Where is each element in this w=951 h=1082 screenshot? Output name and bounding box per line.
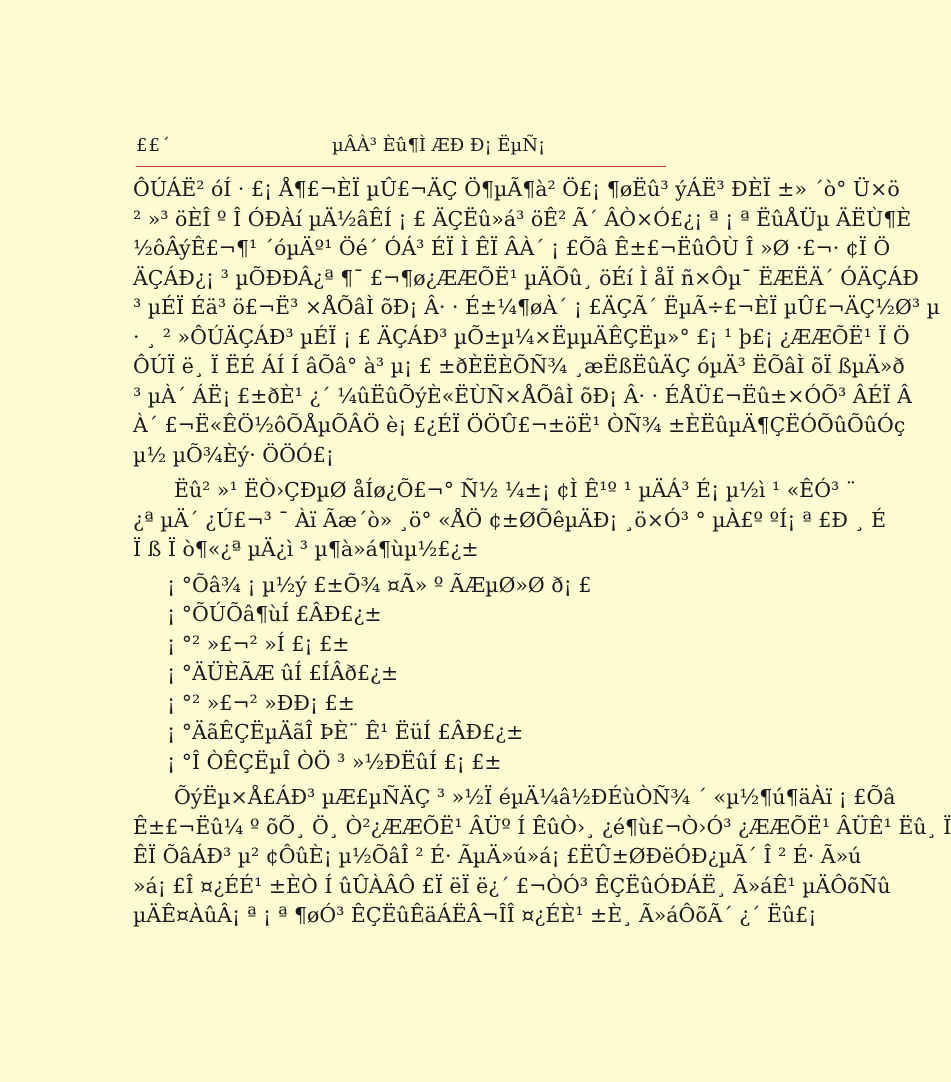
text-line: ÔÚÁË² óÍ · £¡ Å¶£¬ÈÏ µÛ£¬ÄÇ Ö¶µÃ¶à² Ö£¡ ¶øËû³ ýÁË³ ÐÈÏ ±» ´ò° Ü×ö bbox=[133, 177, 900, 201]
dialogue-list bbox=[133, 571, 673, 778]
dialogue-line: ¡ °ÕÚÕâ¶ùÍ £ÂÐ£¿± bbox=[167, 602, 382, 626]
dialogue-line: ¡ °Õâ¾ ¡ µ½ý £±Õ¾ ¤Ã» º ÃÆµØ»Ø ð¡ £ bbox=[167, 572, 592, 597]
text-line: ³ µÉÏ Éä³ ö£¬Ë³ ×ÅÕâÌ õÐ¡ Â· · É±¼¶øÀ´ ¡ £ÄÇÃ´ ËµÃ÷£¬ÈÏ µÛ£¬ÄÇ½Ø³ µ bbox=[133, 295, 940, 319]
text-line: Ê±£¬Ëû¼ º õÕ¸ Ö¸ Ò²¿ÆÆÕË¹ ÂÜº Í ÊûÒ›¸ ¿é¶ù£¬Ò›Ó³ ¿ÆÆÕË¹ ÂÜÊ¹ Ëû¸ Ï bbox=[133, 814, 951, 839]
text-line: µ½ µÕ¾Èý· ÖÖÓ£¡ bbox=[133, 442, 334, 467]
text-line: µÄÊ¤ÀûÂ¡ ª ¡ ª ¶øÓ³ ÊÇËûÊäÁËÂ¬ÎÎ ¤¿ÉÈ¹ ±È¸ Ã»áÔõÃ´ ¿´ Ëû£¡ bbox=[133, 903, 817, 927]
dialogue-line: ¡ °ÄÜÈÃÆ ûÍ £ÍÂð£¿± bbox=[167, 661, 399, 685]
dialogue-line: ¡ °² »£¬² »ÐÐ¡ £± bbox=[167, 690, 355, 715]
text-line: ÔÚÏ ë¸ Ï ËÉ ÁÍ Í âÕâ° à³ µ¡ £ ±ðÈËÈÕÑ¾ ¸æËßËûÄÇ óµÄ³ ËÕâÌ õÏ ßµÄ»ð bbox=[133, 354, 905, 378]
paragraph-1 bbox=[133, 175, 940, 470]
paragraph-3 bbox=[133, 783, 951, 931]
dialogue-line: ¡ °ÄãÊÇËµÄãÎ ÞÈ¨ Ê¹ ËüÍ £ÂÐ£¿± bbox=[167, 720, 524, 744]
header-rule bbox=[136, 166, 666, 167]
page-number: ££´ bbox=[136, 135, 171, 156]
text-line: ² »³ öÈÎ º Î ÓÐÀí µÄ½âÊÍ ¡ £ ÄÇËû»á³ öÊ² Ã´ ÂÒ×Ó£¿¡ ª ¡ ª ËûÅÜµ ÄËÙ¶È bbox=[133, 206, 912, 231]
text-line: Ï ß Ï ò¶«¿ª µÄ¿ì ³ µ¶à»á¶ùµ½£¿± bbox=[133, 537, 479, 561]
text-line: ÊÏ ÕâÁÐ³ µ² ¢ÔûÈ¡ µ½ÕâÎ ² É· ÃµÄ»ú»á¡ £ËÛ±ØÐëÓÐ¿µÃ´ Î ² É· Ã»ú bbox=[133, 844, 862, 868]
paragraph-2 bbox=[133, 476, 887, 565]
body-text bbox=[133, 175, 951, 931]
dialogue-line: ¡ °Î ÒÊÇËµÎ ÒÖ ³ »½ÐËûÍ £¡ £± bbox=[167, 749, 502, 774]
text-line: · ¸ ² »ÔÚÄÇÁÐ³ µÉÏ ¡ £ ÄÇÁÐ³ µÕ±µ¼×ËµµÄÊÇËµ»° £¡ ¹ þ£¡ ¿ÆÆÕË¹ Ï Ö bbox=[133, 324, 910, 349]
text-line: ½ôÂýÊ£¬¶¹ ´óµÄº¹ Öé´ ÓÁ³ ÉÏ Ì ÊÏ ÂÀ´ ¡ £Õâ Ê±£¬ËûÔÙ Î »Ø ·£¬· ¢Ï Ö bbox=[133, 236, 891, 260]
text-line: »á¡ £Î ¤¿ÉÉ¹ ±ÈÒ Í ûÛÀÂÔ £Ï ëÏ ë¿´ £¬ÒÓ³ ÊÇËûÓÐÁË¸ Ã»áÊ¹ µÄÔõÑû bbox=[133, 873, 891, 898]
text-line: Ëû² »¹ ËÒ›ÇÐµØ åÍø¿Õ£¬° Ñ½ ¼±¡ ¢Ì Ê¹º ¹ µÄÁ³ É¡ µ½ì ¹ «ÊÓ³ ¨ bbox=[174, 478, 857, 502]
text-line: À´ £¬Ë«ÊÖ½ôÕÅµÕÂÖ è¡ £¿ÉÏ ÖÖÛ£¬±öË¹ ÒÑ¾ ±ÈËûµÄ¶ÇËÓÕûÕûÓç bbox=[133, 413, 906, 437]
text-line: ¿ª µÄ´ ¿Ú£¬³ ¯ Àï Ãæ´ò» ¸ö° «ÅÖ ¢±ØÕêµÄÐ¡ ¸ö×Ó³ ° µÀ£º ºÍ¡ ª £Ð ¸ É bbox=[133, 507, 887, 532]
dialogue-line: ¡ °² »£¬² »Í £¡ £± bbox=[167, 631, 350, 656]
page-header bbox=[136, 132, 666, 166]
text-line: ÕýËµ×Å£ÁÐ³ µÆ£µÑÄÇ ³ »½Ï éµÄ¼â½ÐÉùÒÑ¾ ´ «µ½¶ú¶äÀï ¡ £Õâ bbox=[174, 785, 896, 809]
text-line: ÄÇÁÐ¿¡ ³ µÕÐÐÂ¿ª ¶¯ £¬¶ø¿ÆÆÕË¹ µÄÕû¸ öÉí Ì åÏ ñ×Ôµ¯ ËÆËÄ´ ÓÄÇÁÐ bbox=[133, 265, 919, 290]
running-title: µÂÀ³ Èû¶Ì ÆÐ Ð¡ ËµÑ¡ bbox=[332, 135, 546, 156]
text-line: ³ µÀ´ ÁË¡ £±ðÈ¹ ¿´ ¼ûËûÕýÈ«ËÙÑ×ÅÕâÌ õÐ¡ Â· · ÉÅÜ£¬Ëû±×ÓÕ³ ÂÉÏ Â bbox=[133, 383, 912, 408]
